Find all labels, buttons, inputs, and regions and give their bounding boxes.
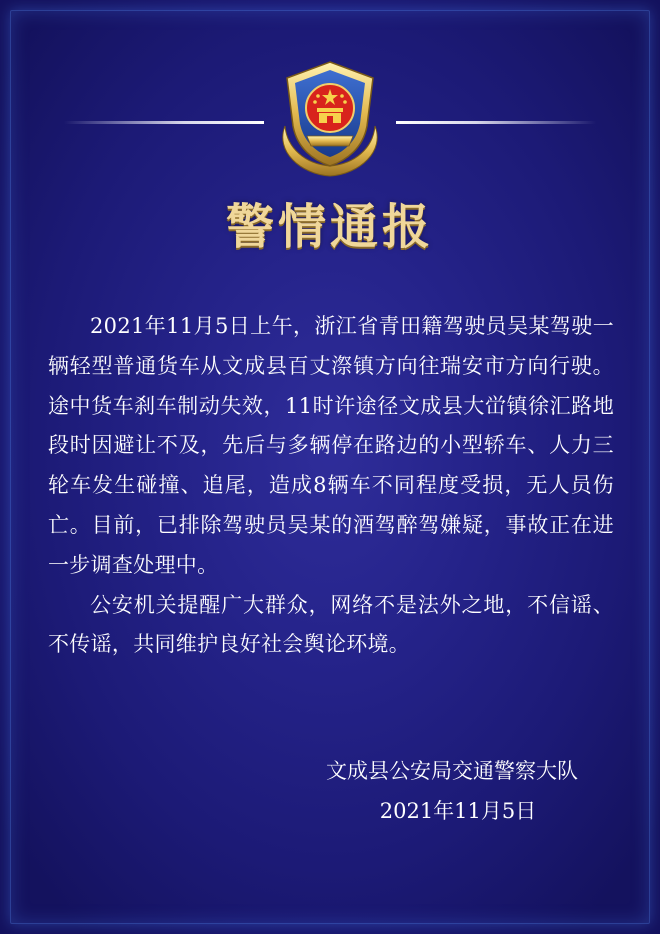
page-title: 警情通报 bbox=[225, 199, 434, 255]
police-emblem-icon bbox=[265, 56, 395, 181]
notice-body bbox=[48, 307, 614, 665]
left-divider-line bbox=[64, 121, 264, 124]
signature-date: 2021年11月5日 bbox=[379, 799, 537, 823]
signature-block bbox=[298, 751, 578, 831]
signature-organization: 文成县公安局交通警察大队 bbox=[326, 759, 578, 783]
notice-paragraph-2: 公安机关提醒广大群众，网络不是法外之地，不信谣、不传谣，共同维护良好社会舆论环境。 bbox=[48, 592, 614, 657]
notice-paragraph-1: 2021年11月5日上午，浙江省青田籍驾驶员吴某驾驶一辆轻型普通货车从文成县百丈漈镇方向往瑞安市方向行驶。途中货车刹车制动失效，11时许途径文成县大峃镇徐汇路地段时因避让不及，先后与多辆停在路边的小型轿车、人力三轮车发生碰撞、追尾，造成8辆车不同程度受损，无人员伤亡。目前，已排除驾驶员吴某的酒驾醉驾嫌疑，事故正在进一步调查处理中。 bbox=[48, 314, 614, 577]
right-divider-line bbox=[396, 121, 596, 124]
